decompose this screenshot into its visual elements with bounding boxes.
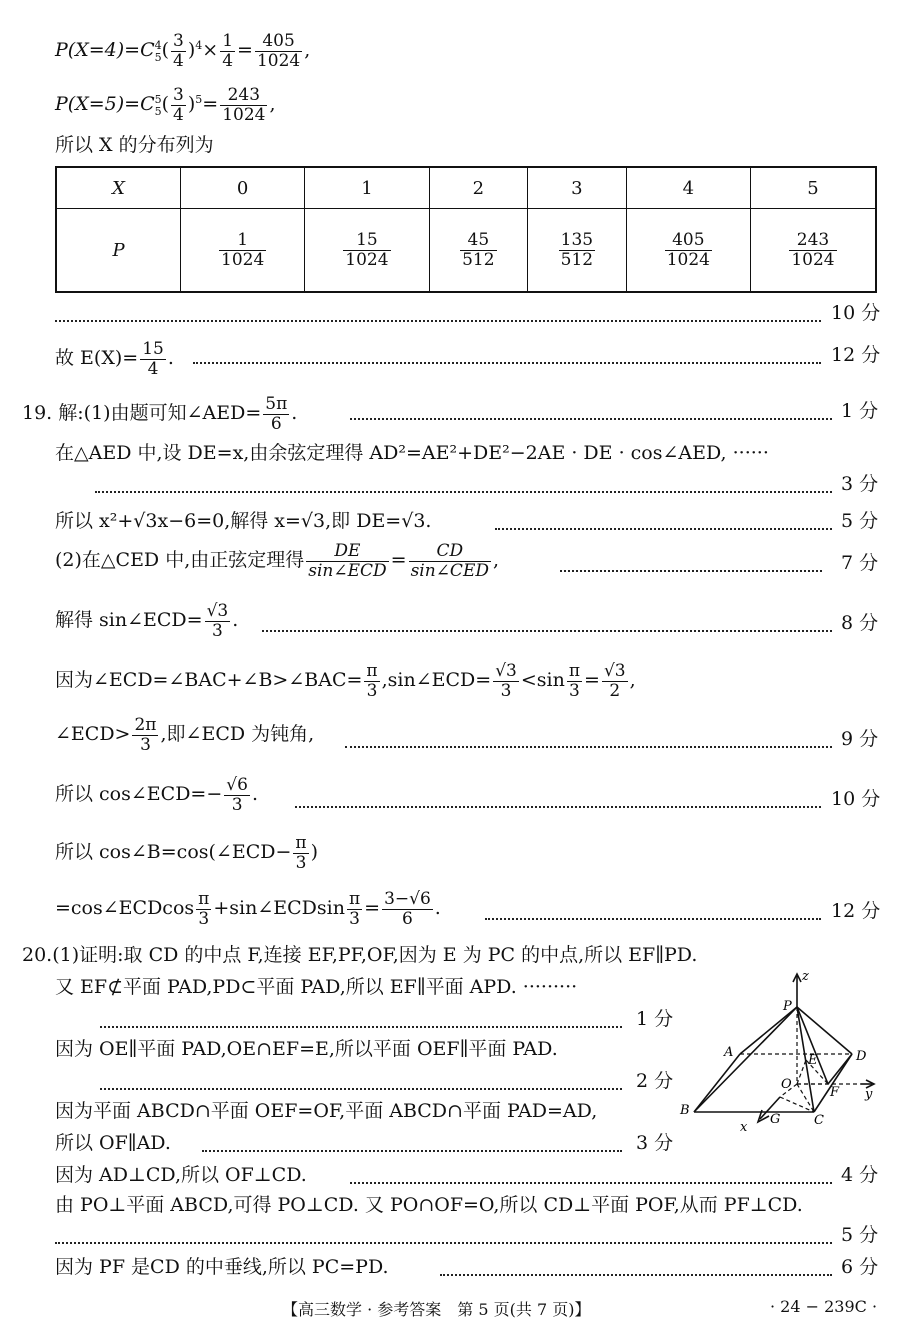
axis-label-z: z — [802, 969, 809, 984]
dot-leader — [495, 528, 832, 530]
cos-b-result-line: =cos∠ECDcos $\frac{\pi}{3}$ +sin∠ECDsin $\frac{\pi}{3}$ = $\frac{3-√6}{6}$ . — [55, 889, 441, 929]
dot-leader — [350, 418, 832, 420]
score-label: 3 分 — [636, 1132, 674, 1154]
obtuse-line: ∠ECD> $\frac{2\pi}{3}$ ,即∠ECD 为钝角, — [55, 715, 315, 755]
point-label-o: O — [781, 1077, 792, 1092]
dot-leader — [440, 1274, 832, 1276]
fraction: $\frac{243}{1024}$ — [222, 85, 266, 125]
point-label-b: B — [680, 1103, 690, 1118]
solve-de-line: 所以 x²+√3x−6=0,解得 x=√3,即 DE=√3. — [55, 510, 432, 532]
table-header-row — [56, 167, 876, 209]
score-label: 10 分 — [831, 302, 881, 324]
dot-leader — [55, 320, 821, 322]
axis-label-x: x — [740, 1120, 748, 1135]
table-cell: $\frac{243}{1024}$ — [750, 209, 876, 293]
axis-label-y: y — [865, 1087, 873, 1102]
score-label: 12 分 — [831, 344, 881, 366]
score-label: 5 分 — [841, 1224, 879, 1246]
score-label: 1 分 — [841, 400, 879, 422]
distribution-intro: 所以 X 的分布列为 — [55, 134, 214, 156]
dot-leader — [100, 1088, 622, 1090]
question-19-line: 19. 解:(1)由题可知∠AED= $\frac{5\pi}{6}$ . — [22, 394, 298, 434]
table-cell: $\frac{15}{1024}$ — [305, 209, 429, 293]
pyramid-figure — [676, 966, 886, 1136]
point-label-f: F — [830, 1085, 840, 1100]
score-label: 1 分 — [636, 1008, 674, 1030]
sine-law-line: (2)在△CED 中,由正弦定理得 $\frac{DE}{\text{sin∠ECD}}$ = $\frac{CD}{\text{sin∠CED}}$ , — [55, 541, 500, 581]
dot-leader — [55, 1242, 832, 1244]
cosine-law-line: 在△AED 中,设 DE=x,由余弦定理得 AD²=AE²+DE²−2AE · DE · cos∠AED, ······ — [55, 442, 769, 464]
table-cell: P — [56, 209, 181, 293]
table-row — [56, 209, 876, 293]
table-cell: $\frac{405}{1024}$ — [626, 209, 750, 293]
dot-leader — [560, 570, 822, 572]
sin-ecd-line: 解得 sin∠ECD= $\frac{√3}{3}$ . — [55, 601, 239, 641]
fraction: $\frac{1}{4}$ — [222, 31, 234, 71]
score-label: 9 分 — [841, 728, 879, 750]
point-label-e: E — [808, 1053, 818, 1068]
point-label-d: D — [856, 1049, 867, 1064]
table-cell: 0 — [181, 167, 305, 209]
table-cell: 4 — [626, 167, 750, 209]
dot-leader — [100, 1026, 622, 1028]
score-label: 3 分 — [841, 473, 879, 495]
fraction: $\frac{405}{1024}$ — [256, 31, 301, 71]
table-cell: 1 — [305, 167, 429, 209]
score-label: 8 分 — [841, 612, 879, 634]
dot-leader — [202, 1150, 622, 1152]
fraction: $\frac{3}{4}$ — [173, 85, 184, 125]
expectation-line: 故 E(X)= $\frac{15}{4}$ . — [55, 339, 174, 379]
cos-ecd-line: 所以 cos∠ECD=− $\frac{√6}{3}$ . — [55, 775, 258, 815]
dot-leader — [350, 1182, 832, 1184]
point-label-g: G — [770, 1112, 781, 1127]
formula-p-x5: $P(X=5)=C^5_5$( $\frac{3}{4}$ )$^5$= $\frac{243}{1024}$ , — [55, 85, 276, 125]
point-label-a: A — [724, 1045, 734, 1060]
formula-p-x4: $P(X=4)=C^4_5$( $\frac{3}{4}$ )$^4$× $\frac{1}{4}$ = $\frac{405}{1024}$ , — [55, 31, 311, 71]
dot-leader — [345, 746, 832, 748]
table-cell: $\frac{135}{512}$ — [528, 209, 627, 293]
score-label: 5 分 — [841, 510, 879, 532]
dot-leader — [262, 630, 832, 632]
proof-line: 因为 AD⊥CD,所以 OF⊥CD. — [55, 1164, 307, 1186]
proof-line: 所以 OF∥AD. — [55, 1132, 171, 1154]
cos-b-line: 所以 cos∠B=cos(∠ECD− $\frac{\pi}{3}$ ) — [55, 833, 319, 873]
proof-line: 因为 PF 是CD 的中垂线,所以 PC=PD. — [55, 1256, 389, 1278]
point-label-c: C — [814, 1113, 824, 1128]
score-label: 10 分 — [831, 788, 881, 810]
table-cell: 3 — [528, 167, 627, 209]
proof-line: 因为平面 ABCD∩平面 OEF=OF,平面 ABCD∩平面 PAD=AD, — [55, 1100, 598, 1122]
score-label: 6 分 — [841, 1256, 879, 1278]
dot-leader — [193, 362, 821, 364]
table-cell: 2 — [429, 167, 528, 209]
table-cell: 5 — [750, 167, 876, 209]
score-label: 12 分 — [831, 900, 881, 922]
proof-line: 因为 OE∥平面 PAD,OE∩EF=E,所以平面 OEF∥平面 PAD. — [55, 1038, 558, 1060]
table-cell: $\frac{1}{1024}$ — [181, 209, 305, 293]
proof-line: 由 PO⊥平面 ABCD,可得 PO⊥CD. 又 PO∩OF=O,所以 CD⊥平面 POF,从而 PF⊥CD. — [55, 1194, 803, 1216]
table-cell: $\frac{45}{512}$ — [429, 209, 528, 293]
score-label: 7 分 — [841, 552, 879, 574]
score-label: 4 分 — [841, 1164, 879, 1186]
point-label-p: P — [783, 999, 792, 1014]
proof-line: 又 EF⊄平面 PAD,PD⊂平面 PAD,所以 EF∥平面 APD. ········· — [55, 976, 578, 998]
score-label: 2 分 — [636, 1070, 674, 1092]
distribution-table — [55, 166, 877, 293]
page-footer: 【高三数学 · 参考答案 第 5 页(共 7 页)】 — [282, 1300, 591, 1319]
angle-compare-line: 因为∠ECD=∠BAC+∠B>∠BAC= $\frac{\pi}{3}$ ,sin∠ECD= $\frac{√3}{3}$ <sin $\frac{\pi}{3}$ = $\frac{√3}{2}$ , — [55, 661, 636, 701]
dot-leader — [95, 491, 832, 493]
question-20-line: 20.(1)证明:取 CD 的中点 F,连接 EF,PF,OF,因为 E 为 PC 的中点,所以 EF∥PD. — [22, 944, 698, 966]
table-cell: X — [56, 167, 181, 209]
dot-leader — [295, 806, 821, 808]
fraction: $\frac{3}{4}$ — [173, 31, 184, 71]
page-code: · 24 − 239C · — [770, 1297, 878, 1316]
dot-leader — [485, 918, 821, 920]
